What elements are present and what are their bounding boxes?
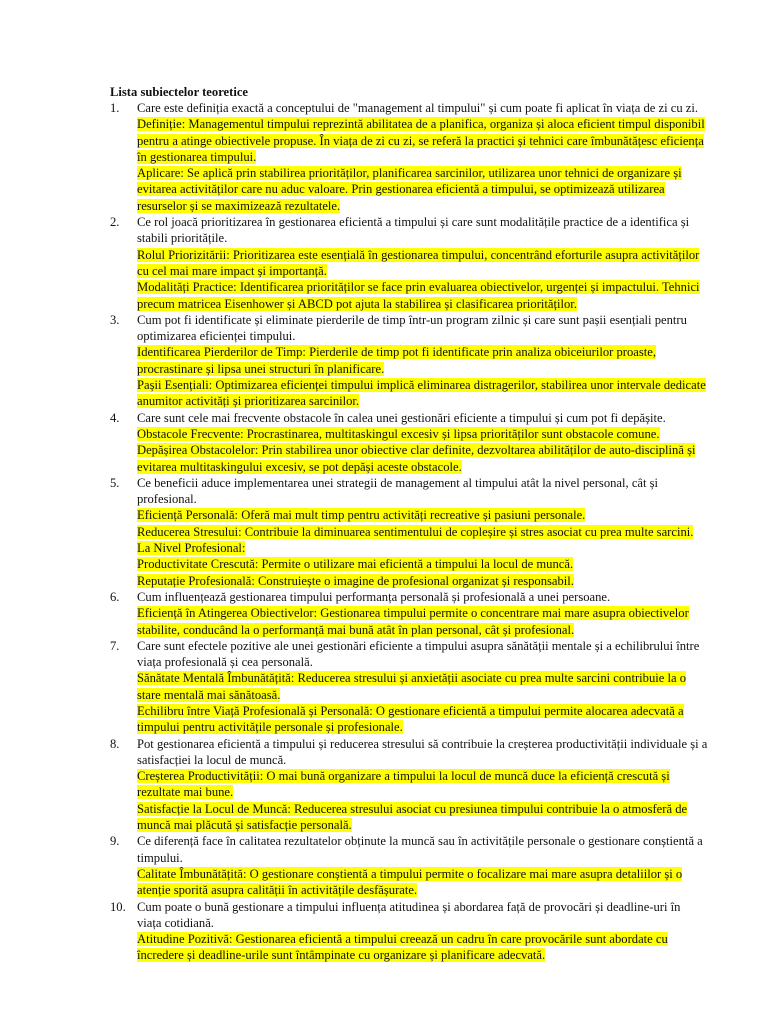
highlighted-answer: Definiție: Managementul timpului reprezintă abilitatea de a planifica, organiza și aloca eficient timpul disponibil pentru a atinge obiectivele propuse. În viața de zi cu zi, se referă la practici și tehnici care îmbunătățesc eficiența în gestionarea timpului. bbox=[137, 117, 705, 164]
question-list bbox=[110, 100, 708, 964]
question-text: Pot gestionarea eficientă a timpului și reducerea stresului să contribuie la creșterea productivității individuale și a satisfacției la locul de muncă. bbox=[137, 736, 708, 767]
question-item bbox=[110, 410, 708, 475]
answer-block bbox=[137, 344, 708, 409]
answer-line bbox=[137, 279, 708, 312]
highlighted-answer: Atitudine Pozitivă: Gestionarea eficientă a timpului creează un cadru în care provocările sunt abordate cu încredere și deadline-urile sunt întâmpinate cu organizare și planificare adecvată. bbox=[137, 932, 668, 963]
question-number: 1. bbox=[110, 101, 120, 115]
answer-line bbox=[137, 344, 708, 377]
question-text: Care sunt efectele pozitive ale unei gestionări eficiente a timpului asupra sănătății mentale și a echilibrului între viața profesională și cea personală. bbox=[137, 638, 700, 670]
question-item bbox=[110, 312, 708, 410]
question-text: Cum pot fi identificate și eliminate pierderile de timp într-un program zilnic și care sunt pașii esențiali pentru optimizarea eficienței timpului. bbox=[137, 312, 687, 344]
question-number: 2. bbox=[110, 215, 120, 230]
question-text: Cum influențează gestionarea timpului performanța personală și profesională a unei persoane. bbox=[137, 589, 611, 604]
highlighted-answer: La Nivel Profesional: bbox=[137, 541, 246, 556]
question-text: Care este definiția exactă a conceptului de "management al timpului" și cum poate fi aplicat în viața de zi cu zi. bbox=[137, 101, 699, 115]
question-text: Ce rol joacă prioritizarea în gestionarea eficientă a timpului și care sunt modalitățile practice de a identifica și stabili prioritățile. bbox=[137, 215, 690, 246]
answer-line bbox=[137, 866, 708, 899]
question-number: 8. bbox=[110, 736, 120, 751]
answer-block bbox=[137, 507, 708, 588]
question-item bbox=[110, 589, 708, 638]
answer-block bbox=[137, 670, 708, 735]
highlighted-answer: Satisfacție la Locul de Muncă: Reducerea stresului asociat cu presiunea timpului contribuie la o atmosferă de muncă mai plăcută și satisfacție personală. bbox=[137, 801, 688, 833]
answer-line bbox=[137, 556, 708, 572]
answer-line bbox=[137, 377, 708, 410]
answer-block bbox=[137, 866, 708, 899]
question-number: 10. bbox=[110, 899, 126, 914]
question-item bbox=[110, 638, 708, 736]
question-number: 6. bbox=[110, 589, 120, 604]
highlighted-answer: Echilibru între Viață Profesională și Personală: O gestionare eficientă a timpului permite alocarea adecvată a timpului pentru activitățile personale și profesionale. bbox=[137, 703, 684, 735]
highlighted-answer: Obstacole Frecvente: Procrastinarea, multitaskingul excesiv și lipsa priorităților sunt obstacole comune. bbox=[137, 426, 660, 441]
question-number: 9. bbox=[110, 834, 120, 849]
highlighted-answer: Reducerea Stresului: Contribuie la diminuarea sentimentului de copleșire și stres asociat cu prea multe sarcini. bbox=[137, 524, 694, 539]
question-number: 7. bbox=[110, 638, 120, 653]
question-text: Care sunt cele mai frecvente obstacole în calea unei gestionări eficiente a timpului și cum pot fi depășite. bbox=[137, 410, 666, 425]
question-item bbox=[110, 214, 708, 312]
answer-block bbox=[137, 768, 708, 833]
question-number: 5. bbox=[110, 475, 120, 490]
question-item bbox=[110, 736, 708, 834]
highlighted-answer: Productivitate Crescută: Permite o utilizare mai eficientă a timpului la locul de muncă. bbox=[137, 557, 574, 572]
highlighted-answer: Reputație Profesională: Construiește o imagine de profesional organizat și responsabil. bbox=[137, 573, 574, 588]
question-item bbox=[110, 833, 708, 898]
question-item bbox=[110, 475, 708, 589]
answer-block bbox=[137, 931, 708, 964]
answer-line bbox=[137, 247, 708, 280]
highlighted-answer: Identificarea Pierderilor de Timp: Pierderile de timp pot fi identificate prin analiza obiceiurilor proaste, procrastinare și lipsa unei structuri în planificare. bbox=[137, 345, 656, 376]
answer-line bbox=[137, 931, 708, 964]
question-item bbox=[110, 899, 708, 964]
answer-line bbox=[137, 165, 708, 214]
answer-block bbox=[137, 116, 708, 214]
question-number: 3. bbox=[110, 312, 120, 327]
answer-line bbox=[137, 573, 708, 589]
question-number: 4. bbox=[110, 410, 120, 425]
answer-line bbox=[137, 426, 708, 442]
answer-block bbox=[137, 247, 708, 312]
question-text: Cum poate o bună gestionare a timpului influența atitudinea și abordarea față de provocări și deadline-uri în viața cotidiană. bbox=[137, 899, 681, 930]
highlighted-answer: Calitate Îmbunătățită: O gestionare conștientă a timpului permite o focalizare mai mare asupra detaliilor și o atenție sporită asupra calității în activitățile desfășurate. bbox=[137, 866, 683, 898]
document-title: Lista subiectelor teoretice bbox=[110, 85, 249, 99]
answer-line bbox=[137, 524, 708, 540]
answer-block bbox=[137, 605, 708, 638]
highlighted-answer: Sănătate Mentală Îmbunătățită: Reducerea stresului și anxietății asociate cu prea multe sarcini contribuie la o stare mentală mai sănătoasă. bbox=[137, 671, 687, 702]
answer-line bbox=[137, 801, 708, 834]
highlighted-answer: Eficiență Personală: Oferă mai mult timp pentru activități recreative și pasiuni personale. bbox=[137, 508, 586, 523]
highlighted-answer: Pașii Esențiali: Optimizarea eficienței timpului implică eliminarea distragerilor, stabilirea unor intervale dedicate anumitor activități și prioritizarea sarcinilor. bbox=[137, 378, 706, 409]
answer-line bbox=[137, 507, 708, 523]
question-text: Ce beneficii aduce implementarea unei strategii de management al timpului atât la nivel personal, cât și profesional. bbox=[137, 475, 659, 507]
answer-line bbox=[137, 116, 708, 165]
answer-block bbox=[137, 426, 708, 475]
answer-line bbox=[137, 703, 708, 736]
answer-line bbox=[137, 670, 708, 703]
question-item bbox=[110, 100, 708, 214]
answer-line bbox=[137, 605, 708, 638]
highlighted-answer: Depășirea Obstacolelor: Prin stabilirea unor obiective clar definite, dezvoltarea abilităților de auto-disciplină și evitarea multitaskingului excesiv, se pot depăși aceste obstacole. bbox=[137, 443, 696, 474]
highlighted-answer: Creșterea Productivității: O mai bună organizare a timpului la locul de muncă duce la eficiență crescută și rezultate mai bune. bbox=[137, 769, 670, 800]
question-text: Ce diferență face în calitatea rezultatelor obținute la muncă sau în activitățile personale o gestionare conștientă a timpului. bbox=[137, 834, 703, 865]
highlighted-answer: Modalități Practice: Identificarea priorităților se face prin evaluarea obiectivelor, urgenței și impactului. Tehnici precum matricea Eisenhower și ABCD pot ajuta la stabilirea și clasificarea priorităților. bbox=[137, 280, 700, 311]
answer-line bbox=[137, 768, 708, 801]
highlighted-answer: Eficiență în Atingerea Obiectivelor: Gestionarea timpului permite o concentrare mai mare asupra obiectivelor stabilite, conducând la o performanță mai bună atât în plan personal, cât și profesional. bbox=[137, 606, 689, 637]
answer-line bbox=[137, 442, 708, 475]
answer-line bbox=[137, 540, 708, 556]
highlighted-answer: Aplicare: Se aplică prin stabilirea priorităților, planificarea sarcinilor, utilizarea unor tehnici de organizare și evitarea activităților care nu aduc valoare. Prin gestionarea eficientă a timpului, se optimizează utilizarea resurselor și se maximizează rezultatele. bbox=[137, 166, 682, 213]
highlighted-answer: Rolul Priorizitării: Prioritizarea este esențială în gestionarea timpului, concentrând eforturile asupra activităților cu cel mai mare impact și importanță. bbox=[137, 247, 700, 278]
